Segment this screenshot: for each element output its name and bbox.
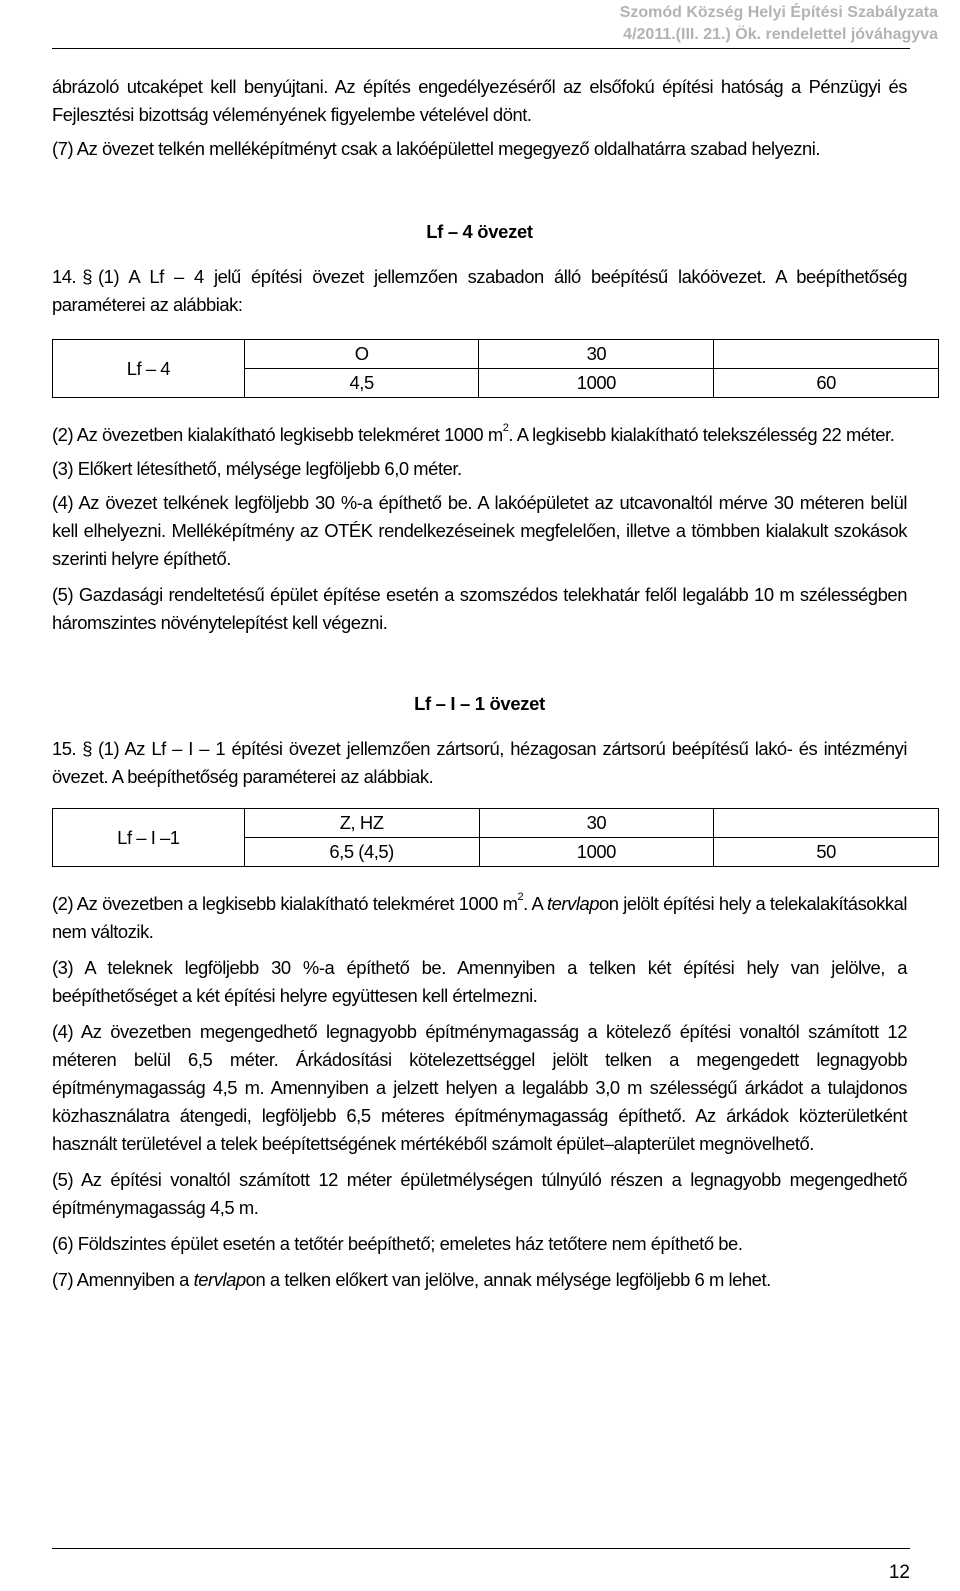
- lfi1-paragraph-7-text-end: on a telken előkert van jelölve, annak mélysége legföljebb 6 m lehet.: [245, 1269, 771, 1290]
- section-title-lf4: Lf – 4 övezet: [426, 221, 533, 242]
- intro-paragraph-1: ábrázoló utcaképet kell benyújtani. Az építés engedélyezéséről az elsőfokú építési hatóság a Pénzügyi és Fejlesztési bizottság véleményének figyelembe vételével dönt.: [52, 76, 907, 125]
- plot-size-cell: 1000: [479, 369, 714, 398]
- lf4-paragraph-4: (4) Az övezet telkének legföljebb 30 %-a építhető be. A lakóépületet az utcavonaltól mérve 30 méteren belül kell elhelyezni. Melléképítmény az OTÉK rendelkezéseinek megfelelően, illetve a tömbben kialakult szokások szerinti helyre építhető.: [52, 492, 907, 569]
- lfi1-paragraph-7-text: (7) Amennyiben a: [52, 1269, 194, 1290]
- lfi1-paragraph-7: [52, 1266, 907, 1294]
- zone-code-cell: Lf – I –1: [53, 809, 245, 867]
- lfi1-paragraph-6: (6) Földszintes épület esetén a tetőtér beépíthető; emeletes ház tetőtere nem építhető be.: [52, 1233, 743, 1254]
- lf4-paragraph-1: [52, 263, 907, 319]
- lfi1-paragraph-1-text: (1) Az Lf – I – 1 építési övezet jellemzően zártsorú, hézagosan zártsorú beépítésű lakó- és intézményi övezet. A beépíthetőség paraméterei az alábbiak.: [52, 738, 907, 787]
- lfi1-paragraph-2-text-mid: . A: [523, 893, 547, 914]
- tervlap-italic: tervlap: [193, 1269, 246, 1290]
- lf4-paragraph-2: [52, 421, 907, 449]
- section-title-lfi1: Lf – I – 1 övezet: [414, 693, 545, 714]
- header-title: Szomód Község Helyi Építési Szabályzata: [619, 4, 938, 21]
- lfi1-paragraph-2-text-end: on jelölt építési hely a telekalakításokkal nem változik.: [52, 893, 907, 942]
- building-type-cell: O: [244, 340, 479, 369]
- document-body: [52, 73, 907, 1294]
- lf4-paragraph-2-text: (2) Az övezetben kialakítható legkisebb telekméret 1000 m: [52, 424, 503, 445]
- green-area-cell: 50: [714, 838, 939, 867]
- superscript: 2: [502, 422, 509, 434]
- empty-cell: [714, 809, 939, 838]
- lf4-parameter-table: [52, 339, 939, 398]
- table-row: [53, 340, 939, 369]
- building-type-cell: Z, HZ: [244, 809, 479, 838]
- header-subtitle: 4/2011.(III. 21.) Ök. rendelettel jóváhagyva: [623, 26, 938, 43]
- tervlap-italic: tervlap: [546, 893, 600, 914]
- table-row: [53, 809, 939, 838]
- lfi1-paragraph-3: (3) A teleknek legföljebb 30 %-a építhető be. Amennyiben a telken két építési hely van jelölve, a beépíthetőséget a két építési helyre együttesen kell értelmezni.: [52, 957, 907, 1006]
- footer-rule: [52, 1548, 910, 1549]
- lf4-paragraph-number: 14.: [52, 266, 77, 287]
- lf4-paragraph-2-text-end: . A legkisebb kialakítható telekszélesség 22 méter.: [508, 424, 895, 445]
- lf4-paragraph-3: (3) Előkert létesíthető, mélysége legföljebb 6,0 méter.: [52, 458, 462, 479]
- lfi1-paragraph-4: (4) Az övezetben megengedhető legnagyobb építménymagasság a kötelező építési vonaltól számított 12 méteren belül 6,5 méter. Árkádosítási kötelezettséggel jelölt telken a megengedett legnagyobb építménymagasság 4,5 m. Amennyiben a jelzett helyen a legalább 3,0 m szélességű árkádot a tulajdonos közhasználatra átengedi, legföljebb 6,5 méteres építménymagasság építhető. Az árkádok közterületként használt területével a telek beépítettségének mértékéből számolt épület–alapterület megnövelhető.: [52, 1021, 907, 1154]
- section-sign: §: [82, 266, 92, 287]
- lfi1-paragraph-5: (5) Az építési vonaltól számított 12 méter épületmélységen túlnyúló részen a legnagyobb megengedhető építménymagasság 4,5 m.: [52, 1169, 907, 1218]
- page-number: 12: [888, 1562, 910, 1583]
- building-height-cell: 4,5: [244, 369, 479, 398]
- lf4-paragraph-1-text: (1) A Lf – 4 jelű építési övezet jellemzően szabadon álló beépítésű lakóövezet. A beépíthetőség paraméterei az alábbiak:: [52, 266, 907, 315]
- green-area-cell: 60: [714, 369, 939, 398]
- lfi1-parameter-table: [52, 808, 939, 867]
- empty-cell: [714, 340, 939, 369]
- coverage-cell: 30: [479, 340, 714, 369]
- building-height-cell: 6,5 (4,5): [244, 838, 479, 867]
- section-sign: §: [82, 738, 92, 759]
- header-rule: [52, 48, 910, 49]
- coverage-cell: 30: [479, 809, 714, 838]
- zone-code-cell: Lf – 4: [53, 340, 245, 398]
- plot-size-cell: 1000: [479, 838, 714, 867]
- lf4-paragraph-5: (5) Gazdasági rendeltetésű épület építése esetén a szomszédos telekhatár felől legalább 10 m szélességben háromszintes növénytelepítést kell végezni.: [52, 584, 907, 633]
- page-header: [620, 2, 938, 46]
- lfi1-paragraph-2-text: (2) Az övezetben a legkisebb kialakítható telekméret 1000 m: [52, 893, 518, 914]
- lfi1-paragraph-2: [52, 890, 907, 946]
- superscript: 2: [517, 891, 524, 903]
- lfi1-paragraph-1: [52, 735, 907, 791]
- lfi1-paragraph-number: 15.: [52, 738, 77, 759]
- intro-paragraph-2: (7) Az övezet telkén melléképítményt csak a lakóépülettel megegyező oldalhatárra szabad helyezni.: [52, 138, 821, 159]
